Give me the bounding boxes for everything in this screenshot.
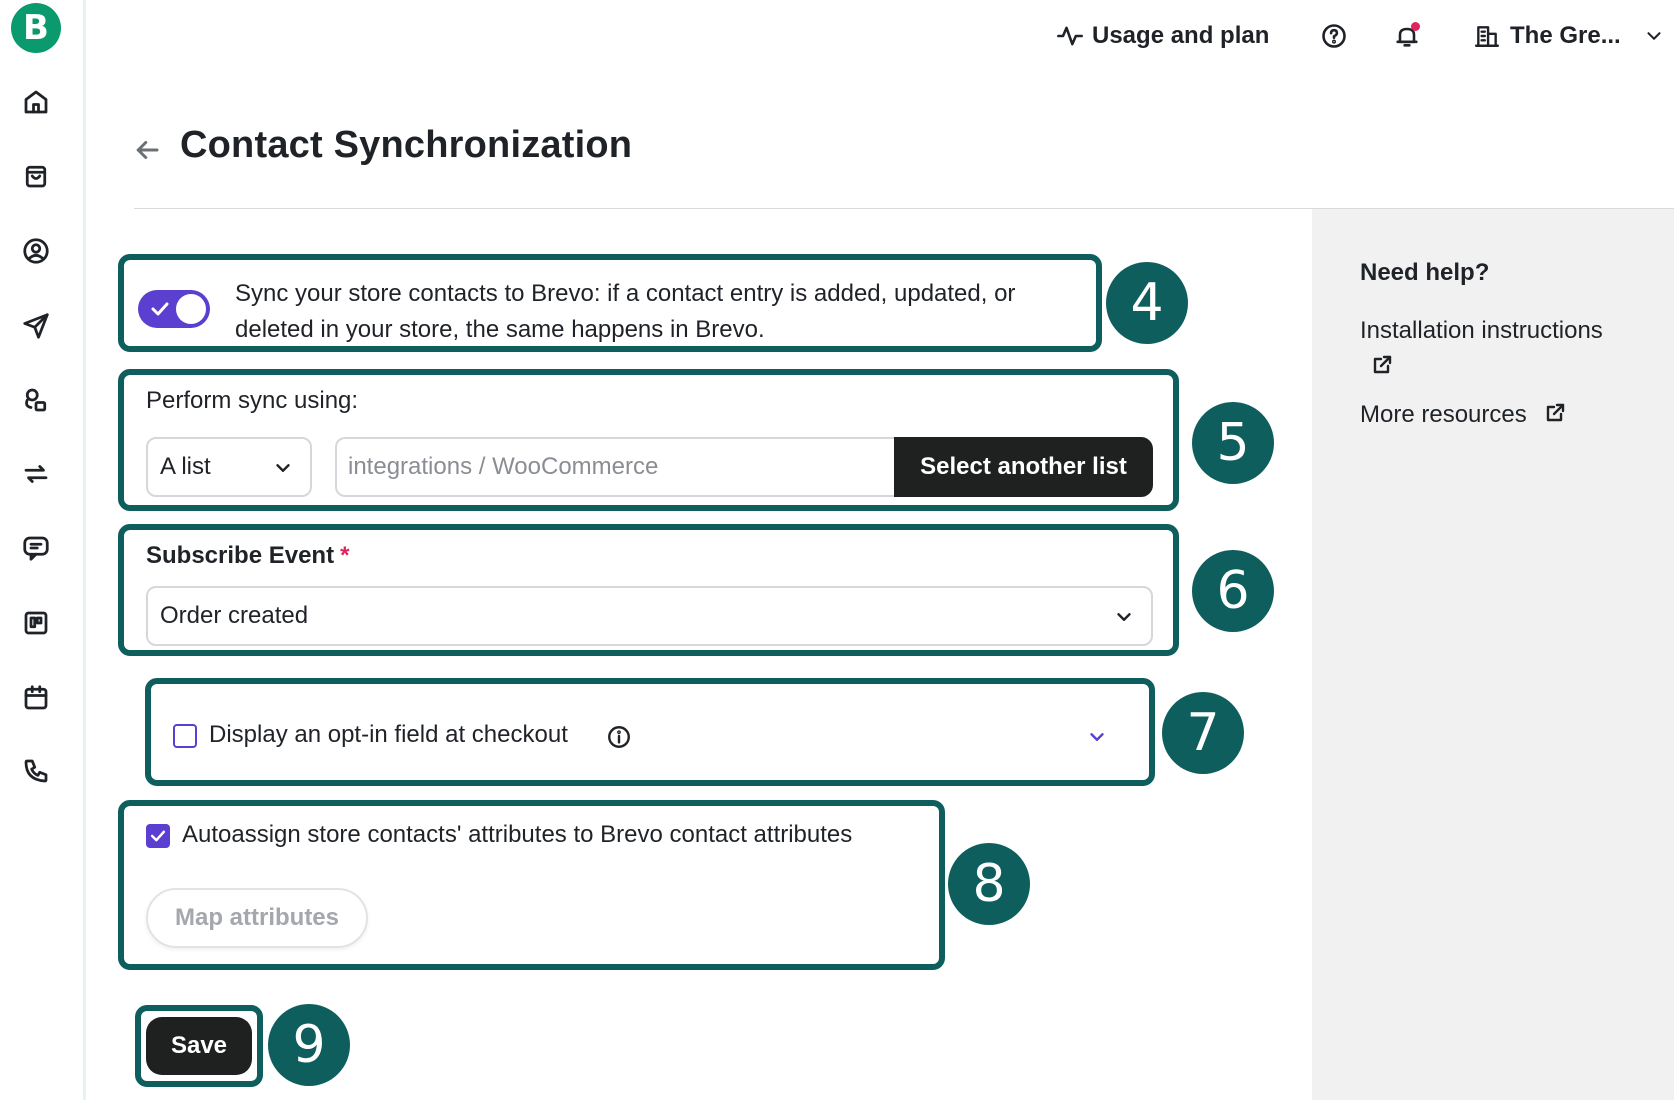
perform-sync-label: Perform sync using: — [146, 387, 359, 414]
required-mark: * — [340, 542, 350, 569]
calendar-icon[interactable] — [20, 682, 52, 714]
external-link-icon — [1543, 400, 1567, 424]
autoassign-label: Autoassign store contacts' attributes to Brevo contact attributes — [182, 821, 853, 848]
top-bar — [86, 0, 1674, 70]
notifications-button[interactable] — [1393, 18, 1421, 54]
save-button[interactable]: Save — [146, 1017, 252, 1075]
autoassign-checkbox[interactable] — [146, 824, 170, 848]
installation-instructions-label: Installation instructions — [1360, 317, 1603, 344]
chevron-down-icon — [1113, 606, 1135, 628]
phone-icon[interactable] — [20, 755, 52, 787]
help-button[interactable] — [1320, 18, 1348, 54]
step-badge-6: 6 — [1192, 550, 1274, 632]
back-arrow-icon[interactable] — [132, 135, 162, 165]
toggle-knob — [176, 294, 206, 324]
sync-mode-select[interactable] — [146, 437, 312, 497]
subscribe-event-value: Order created — [160, 602, 309, 629]
select-another-list-button[interactable]: Select another list — [894, 437, 1153, 497]
account-switcher[interactable] — [1474, 18, 1665, 54]
chevron-down-icon — [1643, 25, 1665, 47]
optin-expand-chevron-icon[interactable] — [1086, 726, 1108, 748]
usage-and-plan-button[interactable] — [1056, 18, 1269, 54]
subscribe-event-section — [118, 524, 1179, 656]
optin-checkbox[interactable] — [173, 724, 197, 748]
autoassign-section — [118, 800, 945, 970]
more-resources-label: More resources — [1360, 401, 1527, 428]
step-badge-5: 5 — [1192, 402, 1274, 484]
send-icon[interactable] — [20, 310, 52, 342]
external-link-icon — [1370, 352, 1394, 376]
info-icon[interactable] — [606, 724, 632, 750]
subscribe-event-select[interactable] — [146, 586, 1153, 646]
chevron-down-icon — [272, 457, 294, 479]
sync-icon[interactable] — [20, 458, 52, 490]
step-badge-8: 8 — [948, 843, 1030, 925]
list-path-placeholder: integrations / WooCommerce — [348, 453, 659, 480]
sidebar — [0, 0, 86, 1100]
check-icon — [148, 826, 168, 846]
contacts-icon[interactable] — [20, 235, 52, 267]
sync-mode-value: A list — [160, 453, 211, 480]
list-path-input[interactable] — [335, 437, 895, 497]
account-label: The Gre... — [1510, 22, 1621, 49]
perform-sync-section — [118, 369, 1179, 511]
chat-icon[interactable] — [20, 532, 52, 564]
brevo-logo[interactable]: B — [11, 3, 61, 53]
activity-icon — [1056, 22, 1084, 50]
save-section — [135, 1005, 263, 1087]
step-badge-9: 9 — [268, 1004, 350, 1086]
more-resources-link[interactable] — [1360, 397, 1567, 433]
step-badge-7: 7 — [1162, 692, 1244, 774]
check-icon — [148, 297, 172, 321]
question-circle-icon — [1320, 22, 1348, 50]
subscribe-event-label — [146, 542, 349, 570]
notification-dot — [1411, 22, 1420, 31]
subscribe-event-label-text: Subscribe Event — [146, 542, 335, 569]
page-title: Contact Synchronization — [180, 124, 633, 166]
sync-toggle[interactable] — [138, 290, 210, 328]
sync-section — [118, 254, 1102, 352]
board-icon[interactable] — [20, 607, 52, 639]
help-panel — [1312, 209, 1674, 1100]
building-icon — [1474, 23, 1500, 49]
sync-description: Sync your store contacts to Brevo: if a contact entry is added, updated, or deleted in your store, the same happens in Brevo. — [235, 280, 1016, 343]
help-title: Need help? — [1360, 259, 1490, 286]
step-badge-4: 4 — [1106, 262, 1188, 344]
shopping-bag-icon[interactable] — [20, 160, 52, 192]
map-attributes-button[interactable]: Map attributes — [146, 888, 368, 948]
automation-icon[interactable] — [20, 384, 52, 416]
home-icon[interactable] — [20, 86, 52, 118]
optin-label: Display an opt-in field at checkout — [209, 721, 568, 748]
installation-instructions-link[interactable] — [1360, 313, 1603, 385]
optin-section — [145, 678, 1155, 786]
usage-label: Usage and plan — [1092, 22, 1270, 49]
